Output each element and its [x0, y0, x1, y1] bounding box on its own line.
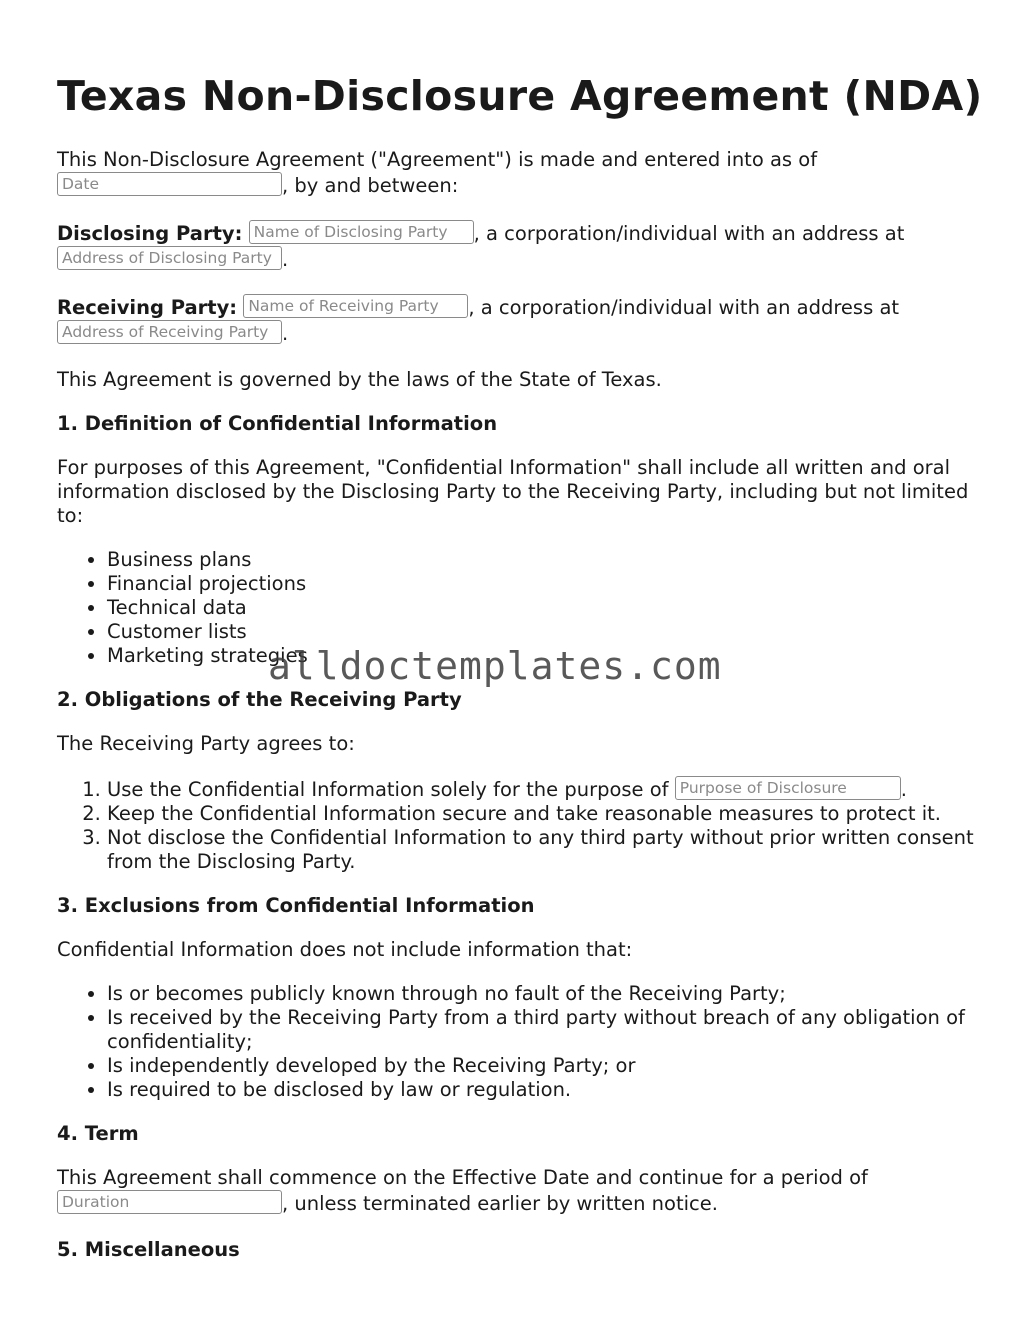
list-item: • Marketing strategies: [107, 644, 982, 668]
list-item: [107, 776, 982, 802]
obligation-1-end: .: [900, 778, 907, 801]
duration-field[interactable]: Duration: [57, 1190, 282, 1214]
list-item: • Is or becomes publicly known through no fault of the Receiving Party;: [107, 982, 982, 1006]
receiving-party-name-field[interactable]: Name of Receiving Party: [243, 294, 468, 318]
section-3-heading: 3. Exclusions from Confidential Information: [57, 894, 535, 917]
section-3-text: Confidential Information does not include information that:: [57, 938, 633, 961]
list-item: • Is required to be disclosed by law or regulation.: [107, 1078, 982, 1102]
obligations-list: [57, 776, 982, 874]
disclosing-party-paragraph: [57, 220, 982, 272]
section-1-heading: 1. Definition of Confidential Information: [57, 412, 498, 435]
list-item: • Technical data: [107, 596, 982, 620]
date-field[interactable]: Date: [57, 172, 282, 196]
receiving-party-label: Receiving Party:: [57, 296, 238, 319]
disclosing-party-name-field[interactable]: Name of Disclosing Party: [249, 220, 474, 244]
receiving-party-text: , a corporation/individual with an address at: [468, 296, 900, 319]
list-item: • Customer lists: [107, 620, 982, 644]
section-1-text: For purposes of this Agreement, "Confidential Information" shall include all written and oral information disclosed by the Disclosing Party to the Receiving Party, including but not limited to:: [57, 456, 969, 527]
purpose-field[interactable]: Purpose of Disclosure: [675, 776, 901, 800]
intro-text: This Non-Disclosure Agreement ("Agreement") is made and entered into as of: [57, 148, 818, 171]
receiving-party-address-field[interactable]: Address of Receiving Party: [57, 320, 282, 344]
section-2-text: The Receiving Party agrees to:: [57, 732, 355, 755]
section-4-heading: 4. Term: [57, 1122, 139, 1145]
receiving-party-paragraph: [57, 294, 982, 346]
section-2-heading: 2. Obligations of the Receiving Party: [57, 688, 462, 711]
exclusions-list: [57, 982, 982, 1102]
governing-law-text: This Agreement is governed by the laws of the State of Texas.: [57, 368, 662, 391]
obligation-1-text: Use the Confidential Information solely for the purpose of: [107, 778, 669, 801]
watermark: alldoctemplates.com: [268, 644, 722, 688]
disclosing-party-label: Disclosing Party:: [57, 222, 243, 245]
list-item: • Business plans: [107, 548, 982, 572]
receiving-party-end: .: [282, 322, 289, 345]
list-item: • Is received by the Receiving Party from a third party without breach of any obligation of confidentiality;: [107, 1006, 982, 1054]
intro-paragraph: [57, 148, 982, 198]
document: [57, 0, 982, 1262]
list-item: • Financial projections: [107, 572, 982, 596]
list-item: • Is independently developed by the Receiving Party; or: [107, 1054, 982, 1078]
section-5-heading: 5. Miscellaneous: [57, 1238, 240, 1261]
disclosing-party-text: , a corporation/individual with an address at: [473, 222, 905, 245]
section-4-text: [57, 1166, 982, 1216]
intro-text-after: , by and between:: [282, 174, 459, 197]
disclosing-party-address-field[interactable]: Address of Disclosing Party: [57, 246, 282, 270]
list-item: 3. Not disclose the Confidential Information to any third party without prior written consent from the Disclosing Party.: [107, 826, 982, 874]
page-title: Texas Non-Disclosure Agreement (NDA): [57, 72, 983, 120]
term-text-after: , unless terminated earlier by written notice.: [282, 1192, 718, 1215]
term-text: This Agreement shall commence on the Effective Date and continue for a period of: [57, 1166, 868, 1189]
list-item: 2. Keep the Confidential Information secure and take reasonable measures to protect it.: [107, 802, 982, 826]
disclosing-party-end: .: [282, 248, 289, 271]
